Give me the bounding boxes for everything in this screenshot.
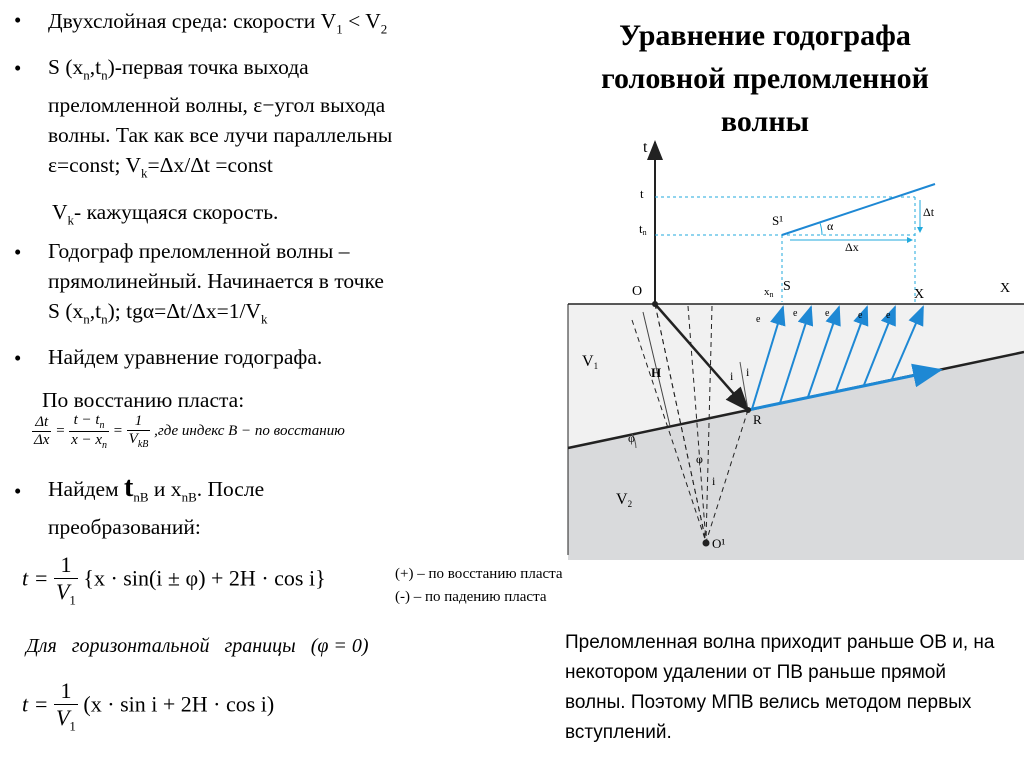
slide-title: Уравнение годографа головной преломленной волны <box>601 19 929 138</box>
xn-label: xn <box>764 286 774 299</box>
formula-general-traveltime: t = $\frac{1}{V_1}$ {x · sin(i ± φ) + 2H · cos i} <box>22 552 326 608</box>
alpha-arc <box>820 223 822 235</box>
t-tick-label: t <box>640 186 644 201</box>
bullet-marker: • <box>14 346 22 370</box>
formula-apparent-velocity: $\frac{\Delta t}{\Delta x}$ = $\frac{t - t_n}{x - x_n}$ = $\frac{1}{V_{kB}}$ ,где индекс B − по восстанию <box>34 412 345 451</box>
bullet-traveltime-linear: Годограф преломленной волны – прямолинейный. Начинается в точке S $(x_n,t_n)$; $tg\alpha=\Delta t/\Delta x=1/V_k$ <box>48 239 384 327</box>
o1-label: O¹ <box>712 536 726 551</box>
svg-text:e: e <box>858 310 863 321</box>
bullet-marker: • <box>14 8 22 32</box>
sign-notes: (+) – по восстанию пласта (-) – по падению пласта <box>395 566 563 605</box>
bullet-after-transform: Найдем $t_{nB}$ и $x_{nB}$. После преобразований: <box>48 472 265 540</box>
svg-text:e: e <box>825 308 830 319</box>
conclusion-paragraph: Преломленная волна приходит раньше ОВ и, на некотором удалении от ПВ раньше прямой волны. Поэтому МПВ велись методом первых вступлений. <box>565 632 995 743</box>
i-label-2: i <box>746 365 750 379</box>
traveltime-line <box>782 184 935 235</box>
rise-label: По восстанию пласта: <box>42 388 245 412</box>
r-point <box>745 407 751 413</box>
o1-point <box>703 540 710 547</box>
r-label: R <box>753 412 762 427</box>
bullet-marker: • <box>14 479 22 503</box>
phi-label: φ <box>628 431 635 445</box>
apparent-velocity-line: $V_k-$ кажущаяся скорость. <box>52 200 279 228</box>
i-label-3: i <box>712 474 716 488</box>
bullet-layered-medium: Двухслойная среда: скорости $V_1 < V_2$ <box>48 9 388 37</box>
x-axis-label: X <box>1000 281 1011 296</box>
bullet-find-equation: Найдем уравнение годографа. <box>48 345 323 369</box>
s-label: S <box>783 279 791 294</box>
refraction-diagram <box>540 130 1024 560</box>
alpha-label: α <box>827 219 834 233</box>
dt-label: Δt <box>923 205 935 219</box>
o-point <box>652 301 658 307</box>
h-label: H <box>651 365 662 380</box>
v2-label: V2 <box>616 491 633 509</box>
t-axis-label: t <box>643 139 648 156</box>
svg-text:e: e <box>886 310 891 321</box>
bullet-first-exit-point: S $(x_n,t_n)$-первая точка выхода преломленной волны, ε−угол выхода волны. Так как все лучи параллельны ε=const; $V_k=\Delta x/\Delta t$ =const <box>48 55 393 181</box>
v1-label: V1 <box>582 353 599 371</box>
formula-horizontal-traveltime: t = $\frac{1}{V_1}$ (x · sin i + 2H · cos i) <box>22 678 275 734</box>
svg-text:e: e <box>793 308 798 319</box>
bullet-marker: • <box>14 240 22 264</box>
o-label: O <box>632 284 643 299</box>
dx-label: Δx <box>845 240 859 254</box>
phi-label-2: φ <box>696 452 703 466</box>
e-label: e <box>756 314 761 325</box>
i-label-1: i <box>730 369 734 383</box>
tn-tick-label: tn <box>639 221 647 237</box>
horizontal-boundary-label: Для горизонтальной границы (φ = 0) <box>26 635 369 657</box>
x-point-label: X <box>914 287 925 302</box>
s1-label: S¹ <box>772 213 784 228</box>
bullet-marker: • <box>14 56 22 80</box>
